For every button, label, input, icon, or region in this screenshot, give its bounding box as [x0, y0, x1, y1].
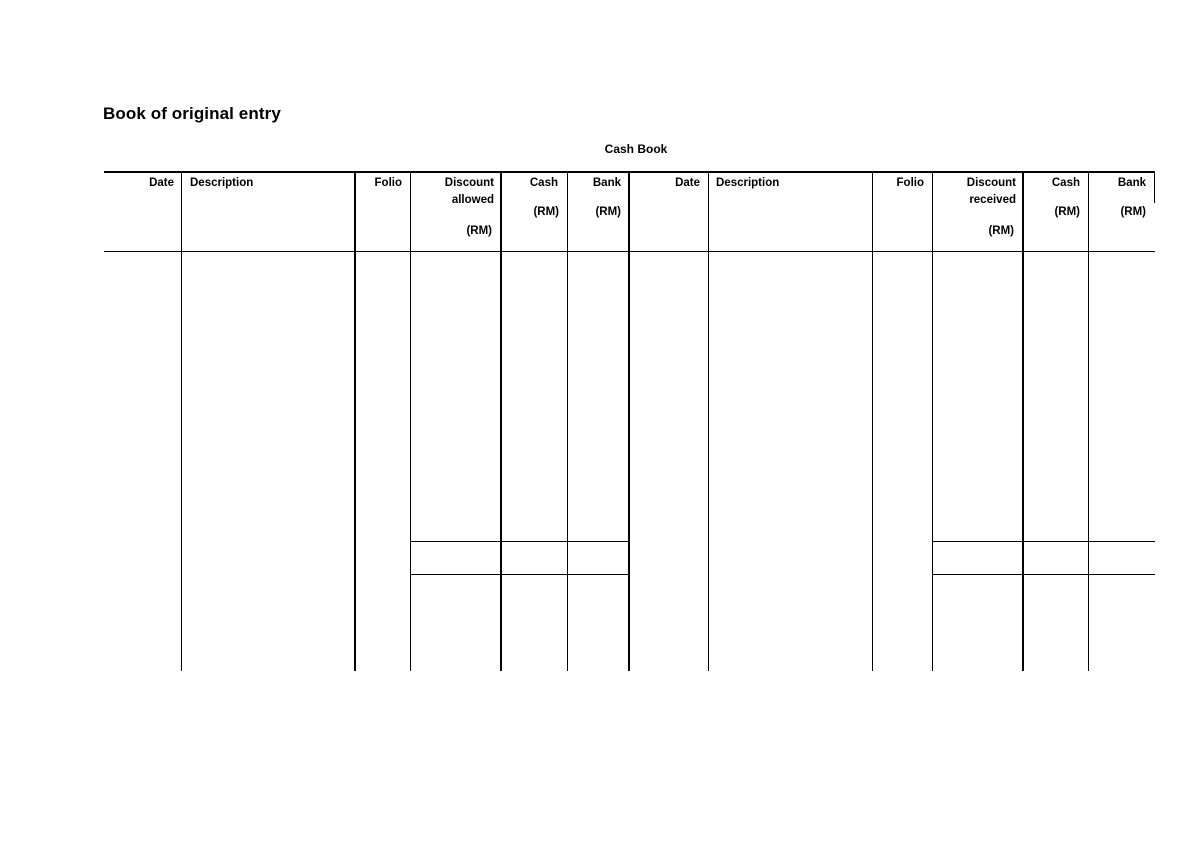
discount-received-header-line2: received — [969, 194, 1016, 206]
debit-total-rule-bottom — [410, 574, 629, 575]
credit-folio-header: Folio — [896, 177, 924, 189]
debit-cash-unit: (RM) — [533, 206, 559, 218]
col-divider — [708, 172, 709, 671]
credit-bank-unit: (RM) — [1120, 206, 1146, 218]
credit-cash-header: Cash — [1051, 177, 1080, 189]
col-divider — [1022, 172, 1024, 671]
debit-bank-header: Bank — [592, 177, 621, 189]
col-divider — [932, 172, 933, 671]
discount-received-unit: (RM) — [988, 225, 1014, 237]
debit-folio-header: Folio — [374, 177, 402, 189]
discount-allowed-unit: (RM) — [466, 225, 492, 237]
credit-bank-header: Bank — [1117, 177, 1146, 189]
col-divider — [500, 172, 502, 671]
debit-bank-unit: (RM) — [595, 206, 621, 218]
col-divider — [567, 172, 568, 671]
credit-description-header: Description — [716, 177, 780, 189]
debit-date-header: Date — [149, 177, 174, 189]
cash-book-title: Cash Book — [604, 142, 668, 156]
col-divider — [1154, 172, 1155, 203]
debit-total-rule-top — [410, 541, 629, 542]
credit-total-rule-top — [932, 541, 1155, 542]
col-divider — [872, 172, 873, 671]
col-divider — [628, 172, 630, 671]
discount-allowed-header-line1: Discount — [444, 177, 494, 189]
col-divider — [410, 172, 411, 671]
discount-allowed-header-line2: allowed — [451, 194, 494, 206]
page-title: Book of original entry — [103, 104, 281, 123]
discount-received-header-line1: Discount — [966, 177, 1016, 189]
credit-date-header: Date — [675, 177, 700, 189]
credit-total-rule-bottom — [932, 574, 1155, 575]
col-divider — [1088, 172, 1089, 671]
debit-cash-header: Cash — [529, 177, 558, 189]
col-divider — [181, 172, 182, 671]
debit-description-header: Description — [190, 177, 254, 189]
credit-cash-unit: (RM) — [1054, 206, 1080, 218]
col-divider — [354, 172, 356, 671]
